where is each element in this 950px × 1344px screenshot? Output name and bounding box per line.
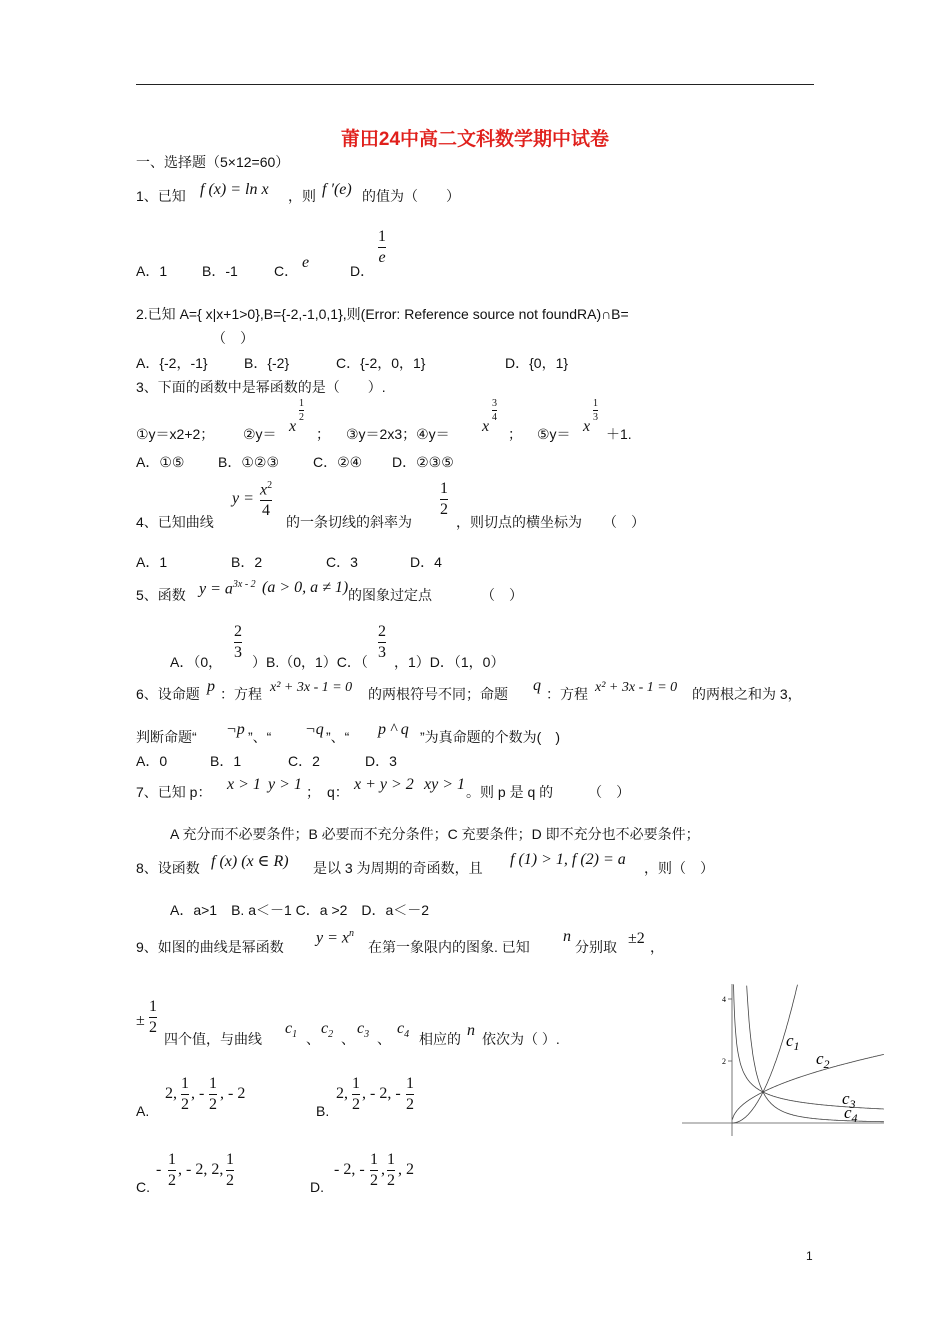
- q5-tail: 的图象过定点 （ ）: [348, 587, 523, 603]
- q3-opt-d: D．②③⑤: [392, 454, 454, 470]
- q3-item3: ③y＝2x3；④y＝: [346, 426, 450, 442]
- q6-p-and-q: p ^ q: [378, 721, 409, 738]
- q6-not-q: ¬q: [305, 721, 324, 738]
- q9-c4: $c_4$: [397, 1020, 410, 1041]
- q3-item2-exponent: 1 2: [299, 398, 304, 423]
- q9-opt-c-values: - 1 2 , - 2, 2, 1 2: [156, 1151, 234, 1189]
- q6-q: q: [533, 677, 541, 694]
- q2-line2: （ ）: [212, 330, 254, 346]
- q6-opt-a: A．0: [136, 753, 168, 769]
- q6-line2-c: ”、“: [326, 729, 350, 745]
- q1-tail: 的值为（ ）: [362, 188, 460, 204]
- q4-opt-a: A．1: [136, 554, 168, 570]
- q3-item5: ⑤y＝: [537, 426, 571, 442]
- q7-cond-sum: x + y > 2: [354, 776, 414, 793]
- q4-tail: ，则切点的横坐标为 （ ）: [456, 514, 645, 530]
- q9-plus-minus: ±: [136, 1012, 145, 1029]
- q9-line2-c: 依次为（ ）.: [482, 1031, 560, 1047]
- q8-mid: 是以 3 为周期的奇函数，且: [313, 860, 483, 876]
- q6-not-p: ¬p: [226, 721, 245, 738]
- q3-item2-end: ；: [316, 426, 330, 442]
- q7-cond-y: y > 1: [268, 776, 302, 793]
- page-title: 莆田24中高二文科数学期中试卷: [340, 129, 610, 150]
- q8-options: A．a>1 B. a＜－1 C．a >2 D．a＜－2: [170, 902, 430, 918]
- q7-options: A 充分而不必要条件；B 必要而不充分条件；C 充要条件；D 即不充分也不必要条件；: [170, 826, 700, 842]
- q8-tail: ，则（ ）: [644, 860, 714, 876]
- q9-mid2: 分别取: [575, 939, 617, 955]
- curve-c2-label: $c_2$: [816, 1049, 830, 1071]
- q3-opt-a: A．①⑤: [136, 454, 185, 470]
- q3-item4-exponent: 3 4: [492, 398, 497, 423]
- q1-mid: ，则: [288, 188, 316, 204]
- q4-opt-d: D．4: [410, 554, 442, 570]
- q4-mid: 的一条切线的斜率为: [286, 514, 412, 530]
- q4-opt-b: B．2: [231, 554, 263, 570]
- q5-condition: (a > 0, a ≠ 1): [262, 579, 349, 596]
- q8-condition: f (1) > 1, f (2) = a: [510, 851, 626, 868]
- q6-eq2: x² + 3x - 1 = 0: [595, 680, 678, 695]
- q9-opt-d-values: - 2, - 1 2 , 1 2 , 2: [334, 1151, 414, 1189]
- graph-tick-4: 4: [722, 995, 726, 1004]
- graph-tick-2: 2: [722, 1057, 726, 1066]
- q3-item4-end: ；: [508, 426, 522, 442]
- q9-opt-b-label: B.: [316, 1103, 330, 1119]
- q9-line2: 四个值，与曲线: [164, 1031, 262, 1047]
- q6-p: p: [207, 678, 215, 695]
- q9-mid: 在第一象限内的图象. 已知: [368, 939, 530, 955]
- q9-n2: n: [467, 1022, 475, 1039]
- q5-opt-c-fraction: 2 3: [378, 623, 386, 661]
- q5-prefix: 5、函数: [136, 587, 186, 603]
- q3-opt-b: B．①②③: [218, 454, 279, 470]
- q5-expr: $y = a^{3x - 2}$: [199, 579, 256, 598]
- q9-n: n: [563, 928, 571, 945]
- q9-sep1: 、: [306, 1031, 320, 1047]
- q9-sep3: 、: [377, 1031, 391, 1047]
- q3-opt-c: C．②④: [313, 454, 363, 470]
- q1-opt-c-value: e: [302, 254, 310, 271]
- q2-opt-c: C．{-2，0，1}: [336, 355, 426, 371]
- q7-mid: ； q：: [306, 784, 349, 800]
- q5-opt-a-fraction: 2 3: [234, 623, 242, 661]
- q9-opt-a-values: 2, 1 2 , - 1 2 , - 2: [165, 1075, 246, 1113]
- q9-half-fraction: 1 2: [149, 998, 157, 1036]
- q5-opt-bc: ）B.（0，1）C．（: [252, 654, 368, 670]
- curve-c3: [734, 984, 884, 1109]
- q6-line2-b: ”、“: [248, 729, 272, 745]
- q9-plus-minus-2: ±2: [628, 930, 645, 947]
- q2-line1: 2.已知 A={ x|x+1>0},B={-2,-1,0,1},则(Error: Reference source not foundRA)∩B=: [136, 306, 629, 322]
- q7-cond-x: x > 1: [227, 776, 261, 793]
- q8-prefix: 8、设函数: [136, 860, 200, 876]
- q4-y: y =: [232, 490, 254, 507]
- q1-opt-d: D．: [350, 263, 375, 279]
- q3-item5-exponent: 1 3: [593, 398, 598, 423]
- q2-opt-d: D．{0，1}: [505, 355, 569, 371]
- q3-item1: ①y＝x2+2；: [136, 426, 215, 442]
- q3-item5-end: ＋1.: [606, 426, 632, 442]
- q3-item2: ②y＝: [243, 426, 277, 442]
- q4-curve-fraction: $x^2$ 4: [260, 480, 273, 520]
- q3-item2-base: x: [289, 418, 297, 435]
- q6-eq1: x² + 3x - 1 = 0: [270, 680, 353, 695]
- curve-c1: [732, 985, 797, 1123]
- q4-prefix: 4、已知曲线: [136, 514, 214, 530]
- q6-opt-c: C．2: [288, 753, 320, 769]
- q1-opt-c: C．: [274, 263, 299, 279]
- q1-opt-a: A．1: [136, 263, 168, 279]
- q3-item5-base: x: [583, 418, 591, 435]
- q7-prefix: 7、已知 p：: [136, 784, 212, 800]
- q2-opt-a: A．{-2，-1}: [136, 355, 208, 371]
- q6-mid3: ：方程: [546, 686, 588, 702]
- q9-c2: $c_2$: [321, 1020, 334, 1041]
- q1-fpe: f ′(e): [322, 181, 352, 198]
- q1-opt-d-fraction: 1 e: [378, 228, 386, 266]
- curve-c4-label: $c_4$: [844, 1103, 858, 1125]
- q9-opt-d-label: D.: [310, 1179, 324, 1195]
- q1-prefix: 1、已知: [136, 188, 186, 204]
- q6-prefix: 6、设命题: [136, 686, 200, 702]
- q5-opt-a: A．（0，: [170, 654, 223, 670]
- q4-slope-fraction: 1 2: [440, 480, 448, 518]
- q5-opt-cd: ，1）D．（1，0）: [394, 654, 505, 670]
- q2-opt-b: B．{-2}: [244, 355, 290, 371]
- q6-opt-b: B．1: [210, 753, 242, 769]
- q6-tail: 的两根之和为 3，: [692, 686, 802, 702]
- q9-prefix: 9、如图的曲线是幂函数: [136, 939, 284, 955]
- q4-opt-c: C．3: [326, 554, 358, 570]
- q9-opt-b-values: 2, 1 2 , - 2, - 1 2: [336, 1075, 414, 1113]
- curve-c3-label: $c_3$: [842, 1089, 856, 1111]
- section-label: 一、选择题（5×12=60）: [136, 154, 290, 170]
- q1-fx: f (x) = ln x: [200, 181, 269, 198]
- q6-opt-d: D．3: [365, 753, 397, 769]
- q9-sep2: 、: [341, 1031, 355, 1047]
- q6-line2-a: 判断命题“: [136, 729, 197, 745]
- q9-expr: $y = x^n$: [316, 928, 354, 947]
- curve-c1-label: $c_1$: [786, 1031, 800, 1053]
- q7-cond-product: xy > 1: [424, 776, 465, 793]
- q3-item4-base: x: [482, 418, 490, 435]
- q6-mid2: 的两根符号不同；命题: [368, 686, 508, 702]
- q7-tail: 。则 p 是 q 的 （ ）: [466, 784, 631, 800]
- page-number: 1: [806, 1249, 813, 1263]
- q6-mid1: ：方程: [220, 686, 262, 702]
- q9-line2-b: 相应的: [419, 1031, 461, 1047]
- q3-line: 3、下面的函数中是幂函数的是（ ）.: [136, 379, 386, 395]
- q9-comma: ，: [650, 939, 664, 955]
- q6-line2-d: ”为真命题的个数为( ): [420, 729, 560, 745]
- header-rule: [136, 84, 814, 85]
- q9-c1: $c_1$: [285, 1020, 298, 1041]
- q1-opt-b: B．-1: [202, 263, 238, 279]
- q9-opt-c-label: C.: [136, 1179, 150, 1195]
- q9-opt-a-label: A.: [136, 1103, 150, 1119]
- q9-c3: $c_3$: [357, 1020, 370, 1041]
- q8-fx: f (x) (x ∈ R): [211, 853, 289, 870]
- power-function-graph: [676, 980, 888, 1140]
